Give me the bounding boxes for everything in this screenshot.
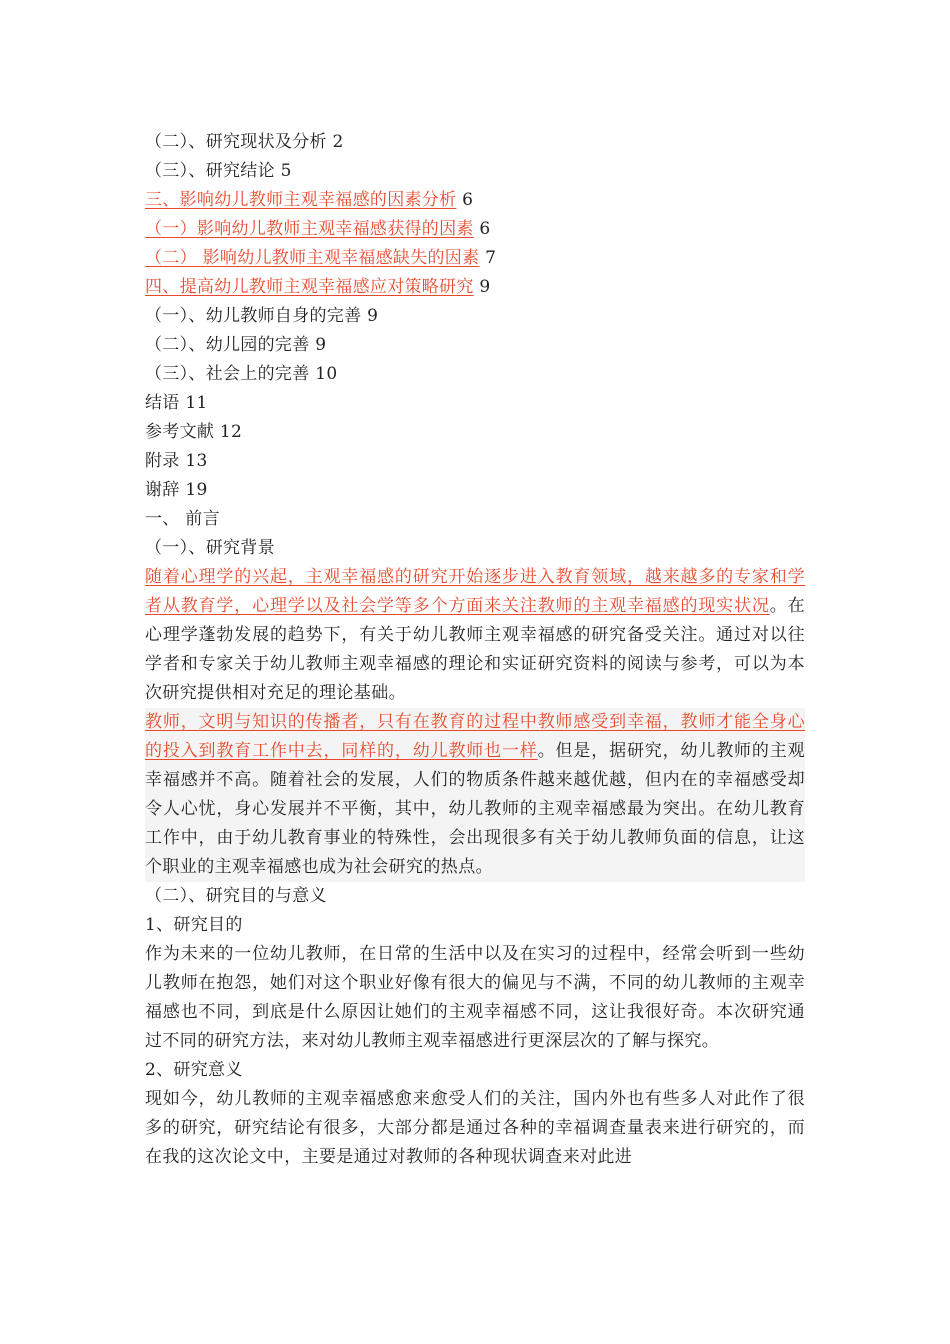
toc-item[interactable] <box>145 128 805 157</box>
toc-item[interactable] <box>145 302 805 331</box>
subsection-heading: （二）、研究目的与意义 <box>145 886 327 906</box>
paragraph-text: 。但是，据研究，幼儿教师的主观幸福感并不高。随着社会的发展，人们的物质条件越来越优越，但内在的幸福感受却令人心忧，身心发展并不平衡，其中，幼儿教师的主观幸福感最为突出。在幼儿教育工作中，由于幼儿教育事业的特殊性，会出现很多有关于幼儿教师负面的信息，让这个职业的主观幸福感也成为社会研究的热点。 <box>145 741 805 877</box>
toc-item[interactable] <box>145 186 805 215</box>
toc-item[interactable] <box>145 360 805 389</box>
toc-item[interactable] <box>145 389 805 418</box>
toc-item-title: （二）、研究现状及分析 <box>145 132 327 152</box>
highlighted-text[interactable]: 随着心理学的兴起，主观幸福感的研究开始逐步进入教育领域，越来越多的专家和学者从教育学，心理学以及社会学等多个方面来关注教师的主观幸福感的现实状况 <box>145 567 805 616</box>
toc-item-title: （三）、社会上的完善 <box>145 364 310 384</box>
paragraph-teacher <box>145 708 805 882</box>
toc-item[interactable] <box>145 157 805 186</box>
toc-item[interactable] <box>145 476 805 505</box>
toc-item-page: 5 <box>280 161 292 181</box>
document-page <box>145 128 805 1172</box>
toc-item-title: 附录 <box>145 451 180 471</box>
toc-item-title: 谢辞 <box>145 480 180 500</box>
section-heading: 一、 前言 <box>145 509 220 529</box>
toc-item-page: 9 <box>315 335 327 355</box>
toc-link[interactable]: （二） 影响幼儿教师主观幸福感缺失的因素 <box>145 248 480 268</box>
toc-item-page: 19 <box>185 480 208 500</box>
toc-item[interactable] <box>145 244 805 273</box>
toc-item-page: 6 <box>479 219 491 239</box>
toc-item-page: 9 <box>479 277 491 297</box>
paragraph-text: 。在心理学蓬勃发展的趋势下，有关于幼儿教师主观幸福感的研究备受关注。通过对以往学者和专家关于幼儿教师主观幸福感的理论和实证研究资料的阅读与参考，可以为本次研究提供相对充足的理论基础。 <box>145 596 805 703</box>
toc-item[interactable] <box>145 215 805 244</box>
paragraph-purpose: 作为未来的一位幼儿教师，在日常的生活中以及在实习的过程中，经常会听到一些幼儿教师在抱怨，她们对这个职业好像有很大的偏见与不满，不同的幼儿教师的主观幸福感也不同，到底是什么原因让她们的主观幸福感不同，这让我很好奇。本次研究通过不同的研究方法，来对幼儿教师主观幸福感进行更深层次的了解与探究。 <box>145 944 805 1051</box>
toc-item-page: 12 <box>219 422 243 442</box>
toc-item[interactable] <box>145 273 805 302</box>
toc-item-page: 7 <box>485 248 497 268</box>
highlighted-text[interactable]: 教师，文明与知识的传播者，只有在教育的过程中教师感受到幸福，教师才能全身心的投入到教育工作中去，同样的，幼儿教师也一样 <box>145 712 805 761</box>
toc-item-page: 11 <box>185 393 208 413</box>
toc-item[interactable] <box>145 331 805 360</box>
item-heading: 2、研究意义 <box>145 1060 243 1080</box>
toc-item-page: 9 <box>367 306 379 326</box>
toc-item-title: 结语 <box>145 393 180 413</box>
toc-link[interactable]: 三、影响幼儿教师主观幸福感的因素分析 <box>145 190 457 210</box>
toc-link[interactable]: （一）影响幼儿教师主观幸福感获得的因素 <box>145 219 474 239</box>
toc-link[interactable]: 四、提高幼儿教师主观幸福感应对策略研究 <box>145 277 474 297</box>
paragraph-background <box>145 563 805 708</box>
toc-item-title: （一）、幼儿教师自身的完善 <box>145 306 362 326</box>
paragraph-meaning: 现如今，幼儿教师的主观幸福感愈来愈受人们的关注，国内外也有些多人对此作了很多的研究，研究结论有很多，大部分都是通过各种的幸福调查量表来进行研究的，而在我的这次论文中，主要是通过对教师的各种现状调查来对此进 <box>145 1089 805 1167</box>
toc-item-title: 参考文献 <box>145 422 215 442</box>
toc-item-page: 13 <box>185 451 208 471</box>
toc-item-page: 6 <box>462 190 474 210</box>
toc-item-title: （三）、研究结论 <box>145 161 275 181</box>
toc-item-title: （二）、幼儿园的完善 <box>145 335 310 355</box>
toc-item-page: 10 <box>315 364 338 384</box>
toc-item-page: 2 <box>332 132 344 152</box>
toc-item[interactable] <box>145 447 805 476</box>
item-heading: 1、研究目的 <box>145 915 243 935</box>
subsection-heading: （一）、研究背景 <box>145 538 275 558</box>
toc-item[interactable] <box>145 418 805 447</box>
